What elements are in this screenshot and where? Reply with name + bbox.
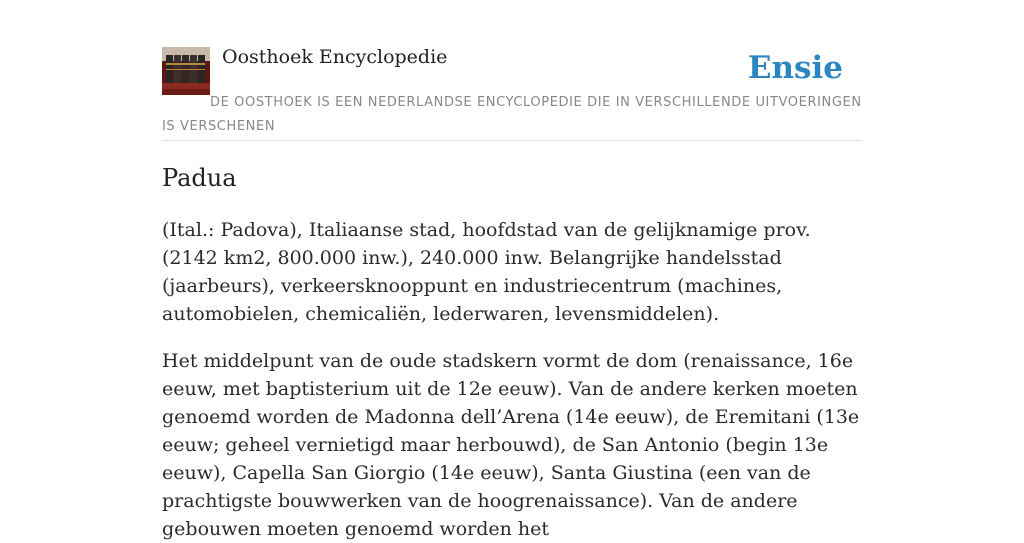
article-paragraph-2: Het middelpunt van de oude stadskern vormt de dom (renaissance, 16e eeuw, met baptisterium uit de 12e eeuw). Van de andere kerken moeten genoemd worden de Madonna dell’Arena (14e eeuw), de Eremitani (13e eeuw; geheel vernietigd maar herbouwd), de San Antonio (begin 13e eeuw), Capella San Giorgio (14e eeuw), Santa Giustina (een van de prachtigste bouwwerken van de hoogrenaissance). Van de andere gebouwen moeten genoemd worden het [162, 350, 860, 540]
site-tagline: DE OOSTHOEK IS EEN NEDERLANDSE ENCYCLOPEDIE DIE IN VERSCHILLENDE UITVOERINGEN IS VERSCHENEN [162, 95, 862, 134]
article [162, 160, 862, 543]
article-title: Padua [162, 164, 237, 192]
brand-logo[interactable]: Ensie [747, 50, 843, 86]
article-paragraph-1: (Ital.: Padova), Italiaanse stad, hoofdstad van de gelijknamige prov. (2142 km2, 800.000 inw.), 240.000 inw. Belangrijke handelsstad (jaarbeurs), verkeersknooppunt en industriecentrum (machines, automobielen, chemicaliën, lederwaren, levensmiddelen). [162, 219, 811, 325]
site-name[interactable]: Oosthoek Encyclopedie [222, 46, 448, 68]
site-header [162, 44, 862, 141]
encyclopedia-books-icon[interactable] [162, 47, 210, 95]
